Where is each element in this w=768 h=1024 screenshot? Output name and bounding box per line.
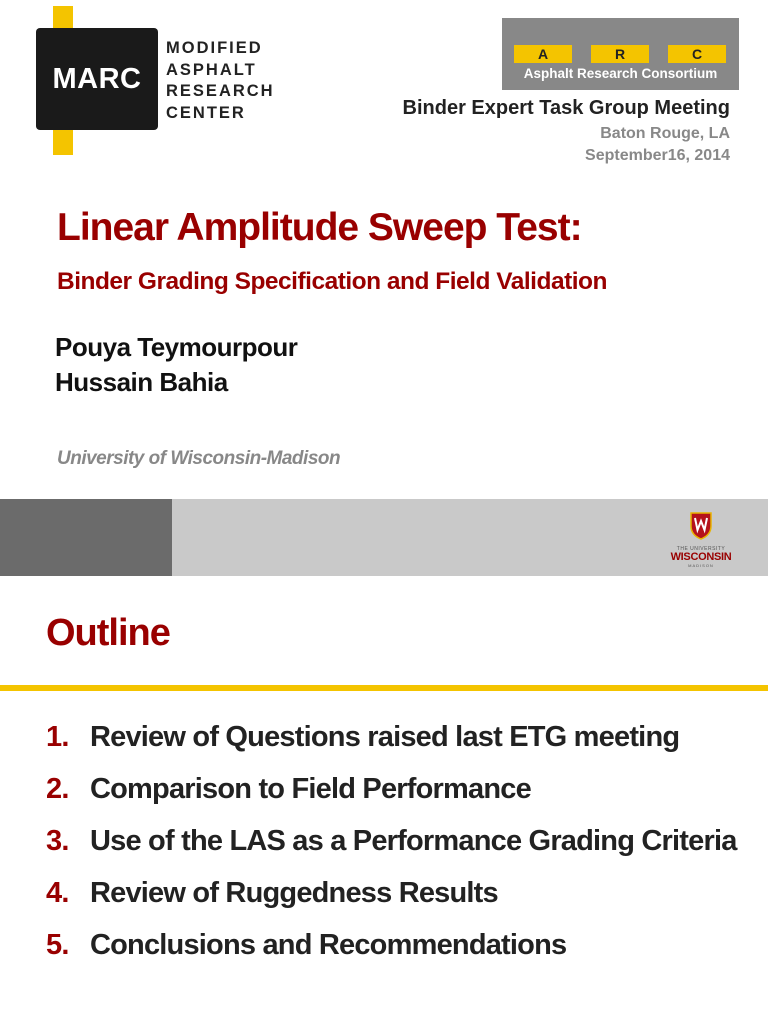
marc-word: MODIFIED (166, 39, 263, 57)
outline-item-number: 4. (46, 877, 69, 909)
outline-item-text: Review of Ruggedness Results (90, 877, 498, 909)
meeting-name: Binder Expert Task Group Meeting (402, 97, 730, 119)
arc-logo-name: Asphalt Research Consortium (523, 66, 718, 81)
outline-item-number: 3. (46, 825, 69, 857)
author-name: Hussain Bahia (55, 367, 228, 397)
outline-item-number: 1. (46, 721, 69, 753)
author-name: Pouya Teymourpour (55, 332, 298, 362)
marc-logo-abbr: MARC (52, 62, 142, 95)
meeting-date: September16, 2014 (585, 147, 730, 164)
outline-item-text: Use of the LAS as a Performance Grading Criteria (90, 825, 737, 857)
gold-divider (0, 685, 768, 691)
marc-word: ASPHALT (166, 60, 257, 79)
outline-item-text: Review of Questions raised last ETG meeting (90, 721, 680, 753)
outline-list (46, 716, 746, 976)
outline-item-text: Comparison to Field Performance (90, 773, 531, 805)
outline-item-number: 5. (46, 929, 69, 961)
uw-logo (668, 510, 734, 572)
marc-word: CENTER (166, 103, 246, 122)
outline-item-text: Conclusions and Recommendations (90, 929, 567, 961)
uw-logo-line1: THE UNIVERSITY (676, 546, 726, 552)
outline-item (46, 872, 746, 915)
outline-item (46, 768, 746, 811)
author-list (55, 330, 297, 400)
arc-logo (502, 18, 739, 90)
footer-dark-block (0, 499, 172, 576)
arc-letter-c: C (668, 45, 726, 63)
outline-item (46, 820, 746, 863)
outline-title: Outline (46, 612, 170, 654)
uw-crest-icon (689, 510, 713, 540)
marc-logo-box (36, 28, 158, 130)
outline-item (46, 924, 746, 967)
arc-letter-r: R (591, 45, 649, 63)
presentation-title: Linear Amplitude Sweep Test: (57, 206, 582, 249)
uw-logo-line3: MADISON (688, 563, 714, 568)
outline-item (46, 716, 746, 759)
outline-slide (0, 576, 768, 1024)
outline-item-number: 2. (46, 773, 69, 805)
marc-word: RESEARCH (166, 82, 275, 100)
uw-logo-line2: WISCONSIN (670, 551, 732, 563)
arc-letter-a: A (514, 45, 572, 63)
meeting-info (403, 97, 730, 165)
marc-logo-words (166, 38, 275, 124)
meeting-location: Baton Rouge, LA (600, 125, 730, 142)
presentation-subtitle: Binder Grading Specification and Field Validation (57, 268, 607, 295)
affiliation: University of Wisconsin-Madison (57, 448, 341, 469)
